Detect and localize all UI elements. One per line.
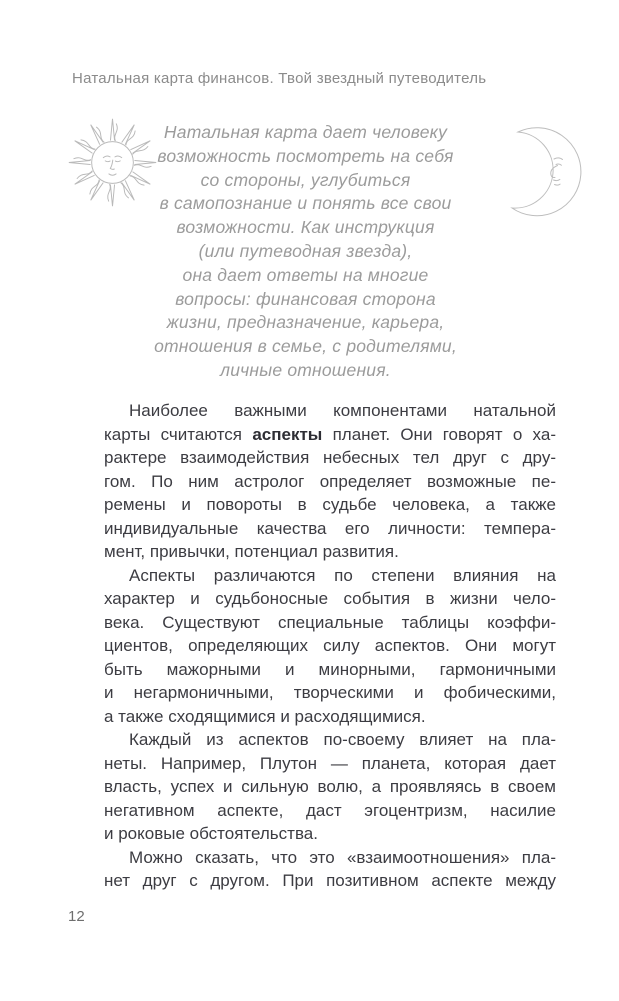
body-line: Можно сказать, что это «взаимоотношения» пла-	[129, 847, 556, 867]
body-line: Каждый из аспектов по-своему влияет на пла-	[129, 730, 556, 749]
epigraph-line: в самопознание и понять все свои	[159, 193, 452, 214]
epigraph	[110, 121, 501, 383]
body-line: Аспекты различаются по степени влияния на	[129, 565, 556, 585]
body-line: быть мажорными и минорными, гармоничными	[104, 659, 556, 679]
body-paragraph-2	[104, 564, 556, 729]
body-line: ремены и повороты в судьбе человека, а также	[104, 495, 556, 514]
epigraph-line: вопросы: финансовая сторона	[175, 288, 436, 309]
epigraph-line: (или путеводная звезда),	[198, 240, 413, 261]
epigraph-line: возможности. Как инструкция	[176, 217, 435, 238]
body-line	[104, 423, 556, 447]
epigraph-line: она дает ответы на многие	[182, 264, 429, 285]
body-line: циентов, определяющих силу аспектов. Они могут	[104, 636, 556, 655]
epigraph-line: Натальная карта дает человеку	[163, 122, 448, 142]
body-paragraph-1	[104, 399, 556, 564]
epigraph-line: со стороны, углубиться	[200, 169, 411, 190]
body-line-text: планет. Они говорят о ха-	[332, 424, 556, 444]
body-paragraph-3	[104, 728, 556, 846]
body-line: и негармоничными, творческими и фобическими,	[104, 683, 556, 702]
body-line: гом. По ним астролог определяет возможные пе-	[104, 471, 556, 491]
body-line: негативном аспекте, даст эгоцентризм, насилие	[104, 800, 556, 820]
body-line: неты. Например, Плутон — планета, которая дает	[104, 753, 556, 773]
body-paragraph-4	[104, 846, 556, 893]
body-line-text: карты считаются	[104, 424, 243, 444]
body-line: мент, привычки, потенциал развития.	[104, 542, 399, 561]
body-line: нет друг с другом. При позитивном аспекте между	[104, 871, 556, 890]
moon-icon	[492, 122, 582, 226]
epigraph-line: возможность посмотреть на себя	[157, 145, 454, 166]
epigraph-line: личные отношения.	[220, 359, 391, 380]
body-line: рактере взаимодействия небесных тел друг с дру-	[104, 448, 556, 467]
epigraph-line: жизни, предназначение, карьера,	[166, 312, 445, 333]
body-line: и роковые обстоятельства.	[104, 824, 318, 843]
body-line: Наиболее важными компонентами натальной	[129, 401, 556, 420]
body-line: индивидуальные качества его личности: темпера-	[104, 518, 556, 538]
body-line: власть, успех и сильную волю, а проявляясь в своем	[104, 777, 556, 796]
running-head: Натальная карта финансов. Твой звездный путеводитель	[72, 70, 487, 87]
bold-keyword: аспекты	[252, 424, 323, 444]
body-line: характер и судьбоносные события в жизни чело-	[104, 589, 556, 608]
page-number: 12	[68, 908, 85, 925]
epigraph-line: отношения в семье, с родителями,	[154, 336, 457, 357]
body-line: а также сходящимися и расходящимися.	[104, 706, 426, 726]
body-line: века. Существуют специальные таблицы коэффи-	[104, 612, 556, 632]
body-text	[104, 399, 556, 893]
